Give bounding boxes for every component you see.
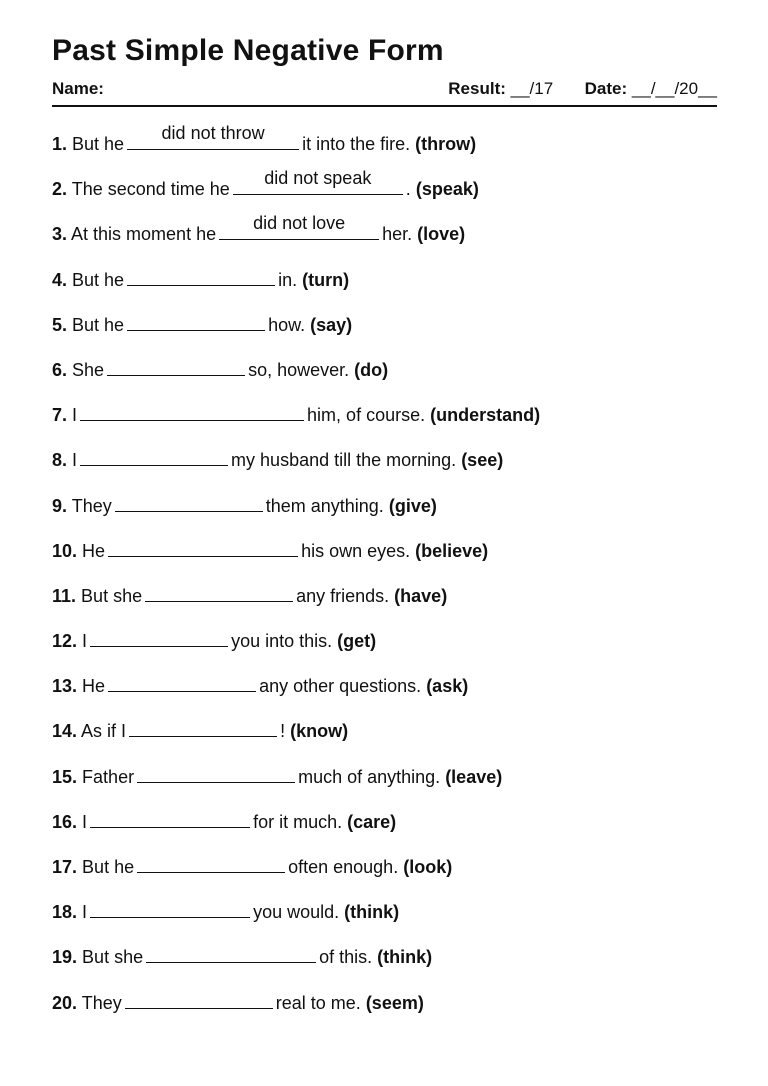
verb-hint: (throw) — [415, 134, 477, 154]
question-number: 2. — [52, 179, 68, 200]
question-text-before: Father — [82, 766, 135, 787]
question-number: 14. — [52, 721, 78, 742]
question-text-before: I — [82, 811, 88, 832]
question-text-before: As if I — [81, 721, 127, 742]
question-text-after: you into this. — [231, 631, 333, 652]
question-text-before: But she — [81, 585, 143, 606]
question-text-before: They — [71, 495, 112, 516]
result-value: __/17 — [510, 79, 554, 98]
question-item — [52, 762, 717, 807]
answer-text: did not love — [253, 213, 346, 234]
question-item — [52, 807, 717, 852]
answer-blank[interactable] — [127, 265, 275, 286]
question-number: 8. — [52, 450, 68, 471]
question-text-after: her. — [382, 224, 413, 245]
question-text-before: I — [82, 902, 88, 923]
answer-blank[interactable] — [90, 626, 228, 647]
verb-hint: (love) — [417, 224, 466, 245]
result-label: Result: — [448, 79, 506, 98]
question-text-after: any other questions. — [259, 676, 422, 697]
answer-blank[interactable] — [90, 807, 250, 828]
worksheet-header — [52, 79, 717, 101]
question-item — [52, 942, 717, 987]
question-text-before: I — [72, 405, 78, 426]
answer-text: did not speak — [264, 168, 372, 189]
question-text-before: But he — [72, 269, 125, 290]
verb-hint: (care) — [347, 811, 397, 832]
question-item — [52, 671, 717, 716]
question-item — [52, 445, 717, 490]
question-text-before: I — [72, 450, 78, 471]
answer-blank[interactable] — [146, 942, 316, 963]
worksheet-title: Past Simple Negative Form — [52, 34, 444, 67]
question-number: 6. — [52, 359, 68, 380]
question-number: 1. — [52, 134, 68, 154]
question-item — [52, 168, 717, 219]
question-text-after: him, of course. — [307, 405, 426, 426]
question-text-before: But he — [72, 314, 125, 335]
verb-hint: (believe) — [415, 540, 489, 561]
question-item — [52, 716, 717, 761]
date-label: Date: — [584, 79, 628, 98]
question-item — [52, 852, 717, 897]
question-text-after: ! — [280, 721, 286, 742]
answer-blank[interactable] — [108, 536, 298, 557]
question-number: 15. — [52, 766, 78, 787]
question-number: 3. — [52, 224, 68, 245]
question-item — [52, 265, 717, 310]
question-text-before: At this moment he — [71, 224, 217, 245]
question-number: 5. — [52, 314, 68, 335]
question-number: 16. — [52, 811, 78, 832]
verb-hint: (do) — [354, 359, 389, 380]
question-text-after: real to me. — [275, 992, 361, 1013]
answer-blank[interactable] — [219, 213, 379, 240]
verb-hint: (look) — [403, 857, 453, 877]
answer-blank[interactable] — [129, 716, 277, 737]
answer-blank[interactable] — [80, 400, 304, 421]
answer-blank[interactable] — [127, 310, 265, 331]
verb-hint: (leave) — [445, 766, 503, 787]
question-text-before: The second time he — [71, 179, 230, 200]
question-item — [52, 310, 717, 355]
result-date-group — [448, 79, 717, 99]
answer-blank[interactable] — [115, 491, 263, 512]
question-text-before: But she — [82, 947, 144, 968]
question-text-before: But he — [82, 857, 135, 877]
answer-blank[interactable] — [137, 762, 295, 783]
name-label: Name: — [52, 79, 104, 98]
question-number: 18. — [52, 902, 78, 923]
question-item — [52, 536, 717, 581]
verb-hint: (say) — [310, 314, 353, 335]
question-text-before: But he — [72, 134, 125, 154]
answer-blank[interactable] — [90, 897, 250, 918]
question-number: 10. — [52, 540, 78, 561]
verb-hint: (think) — [377, 947, 433, 968]
verb-hint: (speak) — [415, 179, 479, 200]
question-item — [52, 897, 717, 942]
verb-hint: (have) — [394, 585, 448, 606]
verb-hint: (ask) — [426, 676, 469, 697]
question-list — [52, 123, 717, 1033]
question-text-after: my husband till the morning. — [231, 450, 457, 471]
question-text-after: much of anything. — [298, 766, 441, 787]
question-item — [52, 400, 717, 445]
question-text-after: of this. — [319, 947, 373, 968]
worksheet — [52, 0, 717, 1086]
question-number: 11. — [52, 585, 77, 606]
question-number: 17. — [52, 857, 78, 877]
question-text-after: his own eyes. — [301, 540, 411, 561]
answer-blank[interactable] — [80, 445, 228, 466]
question-text-before: They — [81, 992, 122, 1013]
answer-blank[interactable] — [145, 581, 293, 602]
verb-hint: (know) — [290, 721, 349, 742]
question-number: 9. — [52, 495, 68, 516]
question-number: 4. — [52, 269, 68, 290]
question-text-after: so, however. — [248, 359, 350, 380]
question-item — [52, 581, 717, 626]
question-item — [52, 988, 717, 1033]
question-number: 19. — [52, 947, 78, 968]
header-divider — [52, 105, 717, 107]
question-item — [52, 355, 717, 400]
question-text-before: He — [82, 676, 106, 697]
question-item — [52, 626, 717, 671]
question-number: 13. — [52, 676, 78, 697]
verb-hint: (give) — [388, 495, 437, 516]
verb-hint: (seem) — [365, 992, 424, 1013]
question-text-before: I — [82, 631, 88, 652]
question-text-after: for it much. — [253, 811, 343, 832]
answer-blank[interactable] — [233, 168, 403, 195]
answer-blank[interactable] — [107, 355, 245, 376]
question-text-after: how. — [268, 314, 306, 335]
question-number: 12. — [52, 631, 78, 652]
question-text-after: . — [405, 179, 411, 200]
question-number: 20. — [52, 992, 78, 1013]
question-text-before: He — [82, 540, 106, 561]
answer-blank[interactable] — [108, 671, 256, 692]
question-text-after: you would. — [253, 902, 340, 923]
answer-blank[interactable] — [127, 123, 299, 150]
question-item — [52, 213, 717, 264]
question-text-after: it into the fire. — [302, 134, 411, 154]
question-text-after: any friends. — [296, 585, 390, 606]
verb-hint: (turn) — [302, 269, 350, 290]
date-value: __/__/20__ — [631, 79, 717, 98]
verb-hint: (get) — [337, 631, 377, 652]
verb-hint: (understand) — [430, 405, 541, 426]
answer-text: did not throw — [161, 123, 265, 143]
question-number: 7. — [52, 405, 68, 426]
question-text-after: them anything. — [265, 495, 384, 516]
question-text-after: in. — [278, 269, 298, 290]
verb-hint: (see) — [461, 450, 504, 471]
question-text-after: often enough. — [288, 857, 399, 877]
verb-hint: (think) — [344, 902, 400, 923]
question-text-before: She — [72, 359, 105, 380]
answer-blank[interactable] — [137, 852, 285, 873]
answer-blank[interactable] — [125, 988, 273, 1009]
question-item — [52, 491, 717, 536]
